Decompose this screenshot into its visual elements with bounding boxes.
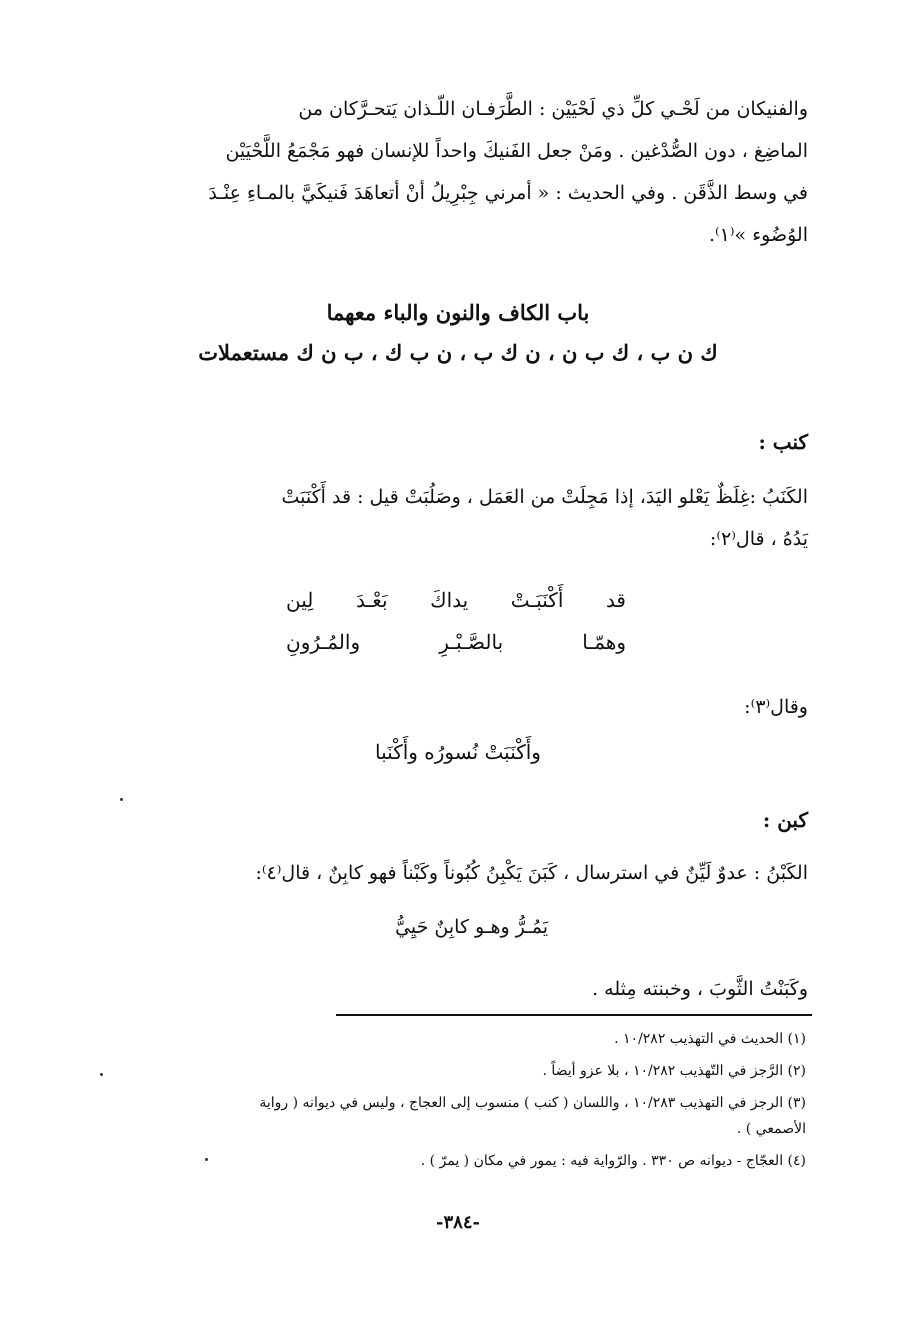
footnote: (٣) الرجز في التهذيب ١٠/٢٨٣ ، واللسان ( كنب ) منسوب إلى العجاج ، وليس في ديوانه ( رواية (259, 1095, 806, 1111)
verse-word: وهمّـا (582, 630, 626, 654)
verse-word: بَعْـدَ (355, 588, 388, 612)
text-line: وكَبَنْتُ الثَّوبَ ، وخبنته مِثله . (592, 978, 808, 1000)
footnote: (١) الحديث في التهذيب ١٠/٢٨٢ . (614, 1031, 806, 1047)
section-title: باب الكاف والنون والباء معهما (326, 300, 590, 325)
text-line: الكَبْنُ : عدوٌ لَيِّنٌ في استرسال ، كَبَنَ يَكْبِنُ كُبُوناً وكَبْناً فهو كابِنٌ ، قال⁽٤⁾: (255, 862, 808, 884)
entry-heading-kabn: كبن : (762, 808, 808, 832)
footnote-divider (336, 1014, 812, 1016)
qal-line (103, 686, 808, 728)
verse-word: والمُـرُونِ (286, 630, 361, 654)
text-line: الوُضُوء »⁽١⁾. (708, 224, 808, 246)
verse-line (286, 588, 626, 612)
text-line: وقال⁽٣⁾: (744, 696, 808, 718)
page-number: -٣٨٤- (436, 1212, 480, 1233)
verse-word: بالصَّـبْـرِ (439, 630, 504, 654)
entry-heading-kanab: كنب : (758, 430, 808, 454)
text-line: يَدُهُ ، قال⁽٢⁾: (709, 528, 808, 550)
text-line: الماضِغ ، دون الصُّدْغين . ومَنْ جعل الفَنيكَ واحداً للإنسان فهو مَجْمَعُ اللَّحْيَيْن (225, 140, 808, 162)
verse-line: وأَكْنَبَتْ نُسورُه وأَكْنَبا (375, 740, 541, 764)
text-line: في وسط الذَّقَن . وفي الحديث : « أمرني جِبْرِيلُ أنْ أتعاهَدَ فَنيكَيَّ بالمـاءِ عِنْـدَ (208, 182, 808, 204)
footnote: (٤) العجّاج - ديوانه ص ٣٣٠ . والرّواية فيه : يمور في مكان ( يمرّ ) . (420, 1153, 806, 1169)
ink-speck (100, 1073, 103, 1076)
entry-kabn-definition (103, 852, 808, 894)
verse-line (286, 630, 626, 654)
ink-speck (205, 1158, 208, 1161)
section-subtitle: ك ن ب ، ك ب ن ، ن ك ب ، ن ب ك ، ب ن ك مستعملات (198, 340, 718, 365)
verse-word: لِين (286, 588, 314, 612)
verse-line (395, 906, 548, 948)
entry-kanab-definition (103, 476, 808, 560)
verse-word: قد (605, 588, 626, 612)
verse-word: أَكْنَبَـتْ (510, 588, 564, 612)
entry-kabn-last-line (103, 968, 808, 1010)
footnote: الأصمعي ) . (736, 1121, 806, 1137)
text-line: والفنيكان من لَحْـي كلِّ ذي لَحْيَيْن : الطَّرَفـان اللّـذان يَتحـرَّكان من (298, 98, 808, 120)
footnote: (٢) الرَّجز في التّهذيب ١٠/٢٨٢ ، بلا عزو أيضاً . (542, 1063, 806, 1079)
intro-paragraph (103, 88, 808, 256)
text-line: الكَنَبُ :غِلَظٌ يَعْلو اليَدَ، إذا مَجِلَتْ من العَمَل ، وصَلُبَتْ قيل : قد أَكْنَبَتْ (281, 486, 808, 508)
ink-speck (120, 798, 123, 801)
verse-word: يداكَ (430, 588, 469, 612)
text-line: يَمُـرُّ وهـو كابِنٌ حَيِيُّ (395, 916, 548, 938)
